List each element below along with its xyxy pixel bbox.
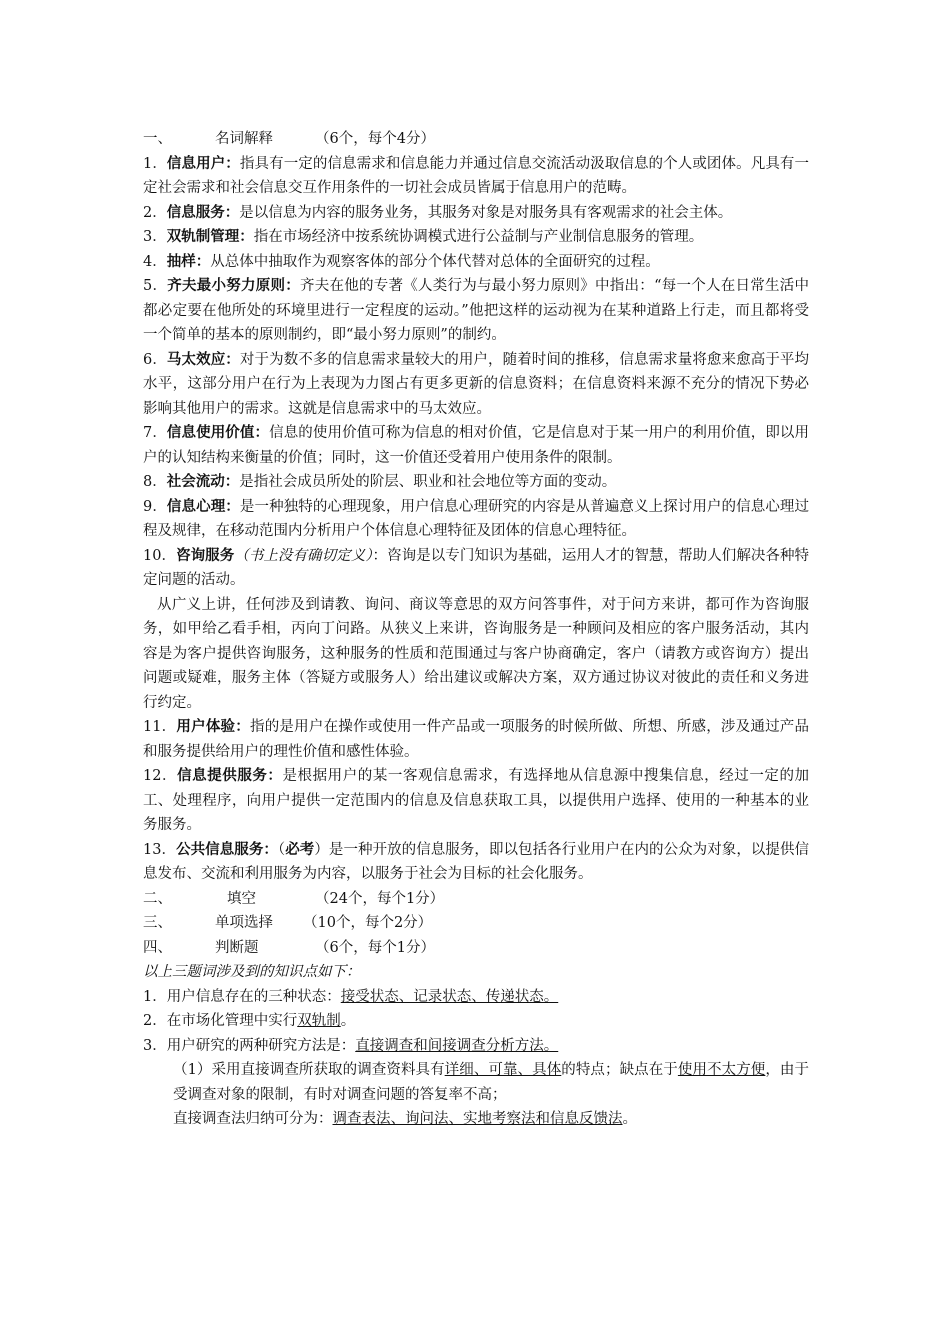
- definition-item: [143, 250, 809, 275]
- definition-term: 信息用户：: [166, 154, 240, 172]
- definition-number: 5．: [143, 278, 168, 294]
- definition-item: [143, 421, 809, 470]
- definition-text: 信息的使用价值可称为信息的相对价值，它是信息对于某一用户的利用价值，即以用户的认知结构来衡量的价值；同时，这一价值还受着用户使用条件的限制。: [143, 425, 810, 466]
- definition-term: 信息使用价值：: [166, 424, 270, 441]
- definition-item: [143, 152, 809, 201]
- definition-term: 马太效应：: [166, 350, 240, 368]
- section-number: 一、: [143, 131, 172, 147]
- definition-number: 2．: [143, 204, 167, 221]
- section-heading-4: 四、 判断题 （6个，每个1分）: [143, 939, 435, 956]
- definition-item: [143, 225, 809, 250]
- section-heading-1: [143, 127, 809, 152]
- definition-text: 指在市场经济中按系统协调模式进行公益制与产业制信息服务的管理。: [253, 229, 704, 245]
- section-note: （6个，每个4分）: [315, 131, 435, 147]
- definition-text: 指具有一定的信息需求和信息能力并通过信息交流活动汲取信息的个人或团体。凡具有一定社会需求和社会信息交互作用条件的一切社会成员皆属于信息用户的范畴。: [143, 155, 810, 196]
- knowledge-item-3: 3．用户研究的两种研究方法是：直接调查和间接调查分析方法。: [143, 1037, 559, 1054]
- definition-13: 13．公共信息服务：（必考）是一种开放的信息服务，即以包括各行业用户在内的公众为对象，以提供信息发布、交流和利用服务为内容，以服务于社会为目标的社会化服务。: [143, 840, 810, 882]
- knowledge-item-1: 1．用户信息存在的三种状态：接受状态、记录状态、传递状态。: [143, 988, 559, 1005]
- definition-term: 信息心理：: [166, 497, 240, 515]
- definition-term: 信息提供服务：: [177, 767, 283, 784]
- definition-number: 8．: [143, 474, 167, 490]
- definition-item: [143, 201, 809, 226]
- definition-text: 是一种独特的心理现象，用户信息心理研究的内容是从普遍意义上探讨用户的信息心理过程及规律，在移动范围内分析用户个体信息心理特征及团体的信息心理特征。: [143, 498, 810, 539]
- definition-item: [143, 274, 809, 348]
- definition-term: 双轨制管理：: [166, 228, 254, 245]
- section-heading-2: 二、 填空 （24个，每个1分）: [143, 890, 445, 907]
- definition-item: [143, 470, 809, 495]
- definition-text: 是以信息为内容的服务业务，其服务对象是对服务具有客观需求的社会主体。: [239, 204, 733, 221]
- knowledge-item-2: 2．在市场化管理中实行双轨制。: [143, 1013, 356, 1029]
- definition-term: 信息服务：: [166, 203, 240, 221]
- definition-item: [143, 715, 809, 764]
- definition-text: 是根据用户的某一客观信息需求，有选择地从信息源中搜集信息，经过一定的加工、处理程序，向用户提供一定范围内的信息及信息获取工具，以提供用户选择、使用的一种基本的业务服务。: [143, 768, 810, 833]
- definition-number: 7．: [143, 425, 167, 441]
- definition-number: 11．: [143, 719, 177, 735]
- definition-term: 用户体验：: [176, 718, 250, 735]
- section-title: 名词解释: [215, 131, 273, 147]
- knowledge-item-3-detail-2: 直接调查法归纳可分为：调查表法、询问法、实地考察法和信息反馈法。: [173, 1111, 637, 1127]
- definition-number: 4．: [143, 253, 167, 270]
- definition-10: 10．咨询服务（书上没有确切定义）：咨询是以专门知识为基础，运用人才的智慧，帮助人们解决各种特定问题的活动。: [143, 546, 810, 588]
- definition-number: 3．: [143, 229, 167, 245]
- document-page: [143, 127, 809, 1132]
- definition-10-paragraph: 从广义上讲，任何涉及到请教、询问、商议等意思的双方问答事件，对于问方来讲，都可作为咨询服务，如甲给乙看手相，丙向丁问路。从狭义上来讲，咨询服务是一种顾问及相应的客户服务活动，其内容是为客户提供咨询服务，这种服务的性质和范围通过与客户协商确定，客户（请教方或咨询方）提出问题或疑难，服务主体（答疑方或服务人）给出建议或解决方案，双方通过协议对彼此的责任和义务进行约定。: [143, 596, 809, 711]
- definition-number: 9．: [143, 498, 167, 515]
- section-heading-3: 三、 单项选择 （10个，每个2分）: [143, 915, 433, 931]
- definition-number: 12．: [143, 768, 178, 784]
- definition-text: 从总体中抽取作为观察客体的部分个体代替对总体的全面研究的过程。: [210, 253, 660, 270]
- knowledge-item-3-detail-1: （1）采用直接调查所获取的调查资料具有详细、可靠、具体的特点；缺点在于使用不太方便，由于受调查对象的限制，有时对调查问题的答复率不高；: [173, 1062, 810, 1103]
- definition-term: 社会流动：: [166, 473, 240, 490]
- definition-number: 6．: [143, 351, 167, 368]
- definition-number: 1．: [143, 155, 167, 172]
- definition-item: [143, 764, 809, 838]
- definition-item: [143, 348, 809, 422]
- knowledge-heading: 以上三题词涉及到的知识点如下：: [143, 964, 361, 980]
- definition-text: 齐夫在他的专著《人类行为与最小努力原则》中指出：“每一个人在日常生活中都必定要在他所处的环境里进行一定程度的运动。”他把这样的运动视为在某种道路上行走，而且都将受一个简单的基本的原则制约，即“最小努力原则”的制约。: [143, 278, 809, 343]
- definition-text: 对于为数不多的信息需求量较大的用户，随着时间的推移，信息需求量将愈来愈高于平均水平，这部分用户在行为上表现为力图占有更多更新的信息资料；在信息资料来源不充分的情况下势必影响其他用户的需求。这就是信息需求中的马太效应。: [143, 351, 810, 417]
- definition-item: [143, 495, 809, 544]
- definition-term: 齐夫最小努力原则：: [167, 277, 301, 294]
- definition-term: 抽样：: [166, 252, 211, 270]
- definition-text: 是指社会成员所处的阶层、职业和社会地位等方面的变动。: [239, 474, 617, 490]
- definition-text: 指的是用户在操作或使用一件产品或一项服务的时候所做、所想、所感，涉及通过产品和服务提供给用户的理性价值和感性体验。: [143, 719, 810, 760]
